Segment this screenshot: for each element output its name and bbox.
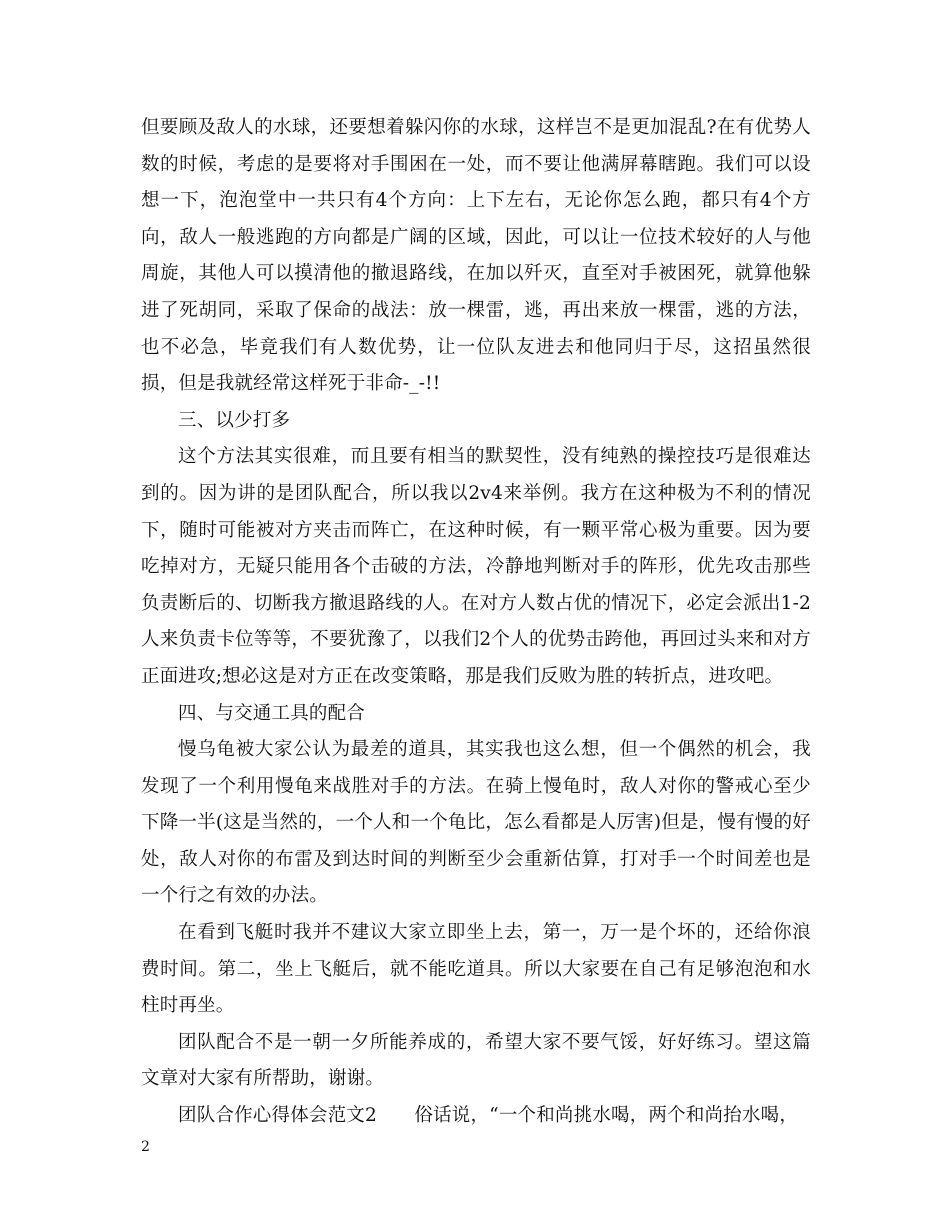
document-body: [141, 110, 811, 1135]
paragraph-continued: 但要顾及敌人的水球，还要想着躲闪你的水球，这样岂不是更加混乱?在有优势人数的时候，考虑的是要将对手围困在一处，而不要让他满屏幕瞎跑。我们可以设想一下，泡泡堂中一共只有4个方向：上下左右，无论你怎么跑，都只有4个方向，敌人一般逃跑的方向都是广阔的区域，因此，可以让一位技术较好的人与他周旋，其他人可以摸清他的撤退路线，在加以歼灭，直至对手被困死，就算他躲进了死胡同，采取了保命的战法：放一棵雷，逃，再出来放一棵雷，逃的方法，也不必急，毕竟我们有人数优势，让一位队友进去和他同归于尽，这招虽然很损，但是我就经常这样死于非命-_-!!: [141, 117, 811, 395]
page-number: 2: [141, 1139, 150, 1155]
paragraph: 团队配合不是一朝一夕所能养成的，希望大家不要气馁，好好练习。望这篇文章对大家有所帮助，谢谢。: [141, 1031, 811, 1090]
section-heading-four: 四、与交通工具的配合: [178, 702, 366, 724]
paragraph: 这个方法其实很难，而且要有相当的默契性，没有纯熟的操控技巧是很难达到的。因为讲的是团队配合，所以我以2v4来举例。我方在这种极为不利的情况下，随时可能被对方夹击而阵亡，在这种时候，有一颗平常心极为重要。因为要吃掉对方，无疑只能用各个击破的方法，冷静地判断对手的阵形，优先攻击那些负责断后的、切断我方撤退路线的人。在对方人数占优的情况下，必定会派出1-2人来负责卡位等等，不要犹豫了，以我们2个人的优势击跨他，再回过头来和对方正面进攻;想必这是对方正在改变策略，那是我们反败为胜的转折点，进攻吧。: [141, 446, 811, 687]
paragraph: 在看到飞艇时我并不建议大家立即坐上去，第一，万一是个坏的，还给你浪费时间。第二，坐上飞艇后，就不能吃道具。所以大家要在自己有足够泡泡和水柱时再坐。: [141, 922, 811, 1017]
paragraph: 慢乌龟被大家公认为最差的道具，其实我也这么想，但一个偶然的机会，我发现了一个利用慢龟来战胜对手的方法。在骑上慢龟时，敌人对你的警戒心至少下降一半(这是当然的，一个人和一个龟比，怎么看都是人厉害)但是，慢有慢的好处，敌人对你的布雷及到达时间的判断至少会重新估算，打对手一个时间差也是一个行之有效的办法。: [141, 739, 811, 907]
paragraph: 团队合作心得体会范文2 俗话说，“一个和尚挑水喝，两个和尚抬水喝，: [178, 1105, 799, 1127]
section-heading-three: 三、以少打多: [178, 409, 291, 431]
